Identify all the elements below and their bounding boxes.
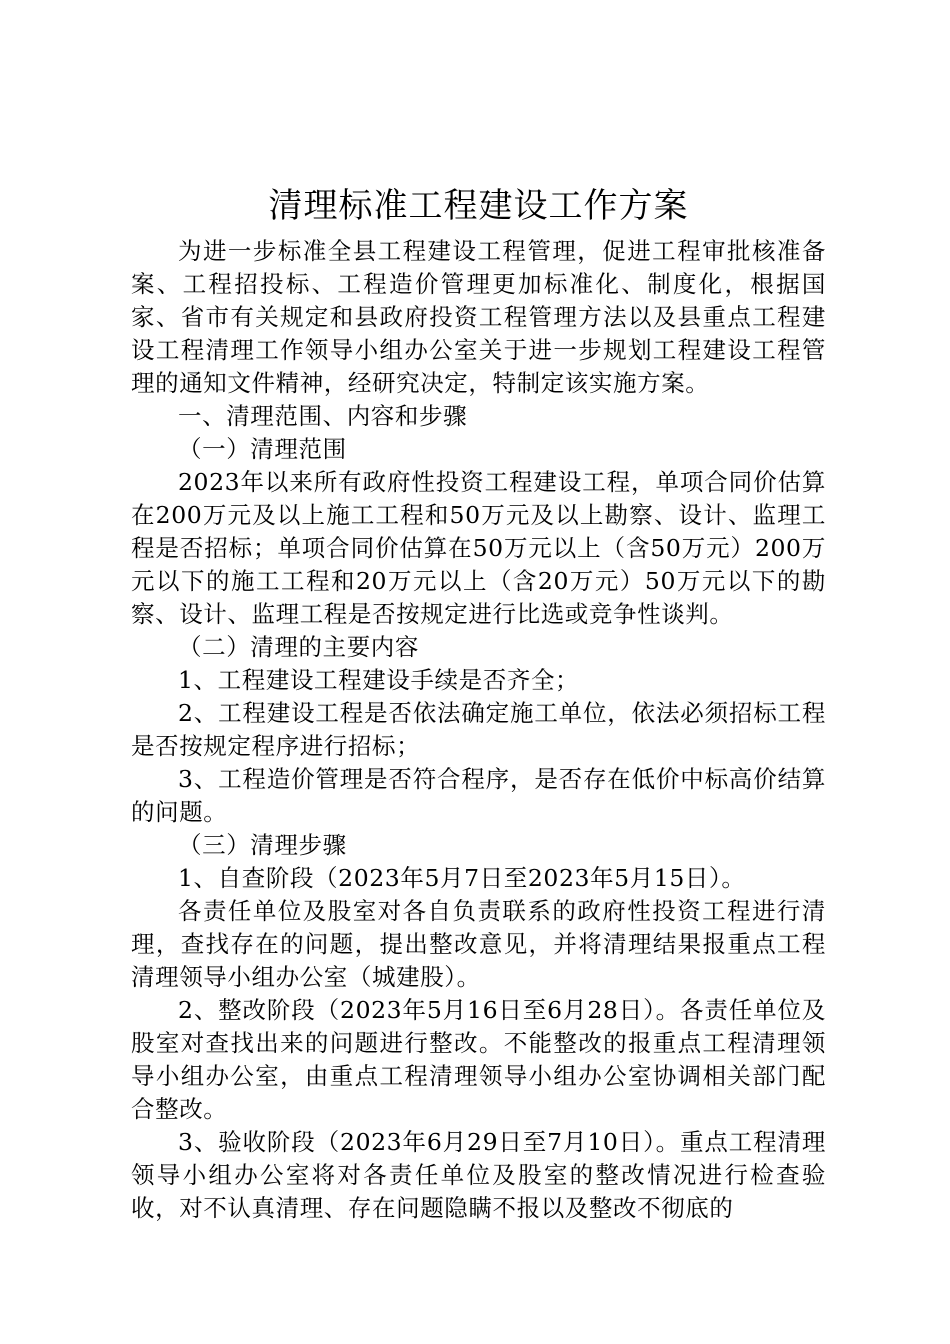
scope-paragraph: 2023年以来所有政府性投资工程建设工程，单项合同价估算在200万元及以上施工工程和50万元及以上勘察、设计、监理工程是否招标；单项合同价估算在50万元以上（含50万元）200万元以下的施工工程和20万元以上（含20万元）50万元以下的勘察、设计、监理工程是否按规定进行比选或竞争性谈判。 (131, 468, 826, 628)
step-3-paragraph: 3、验收阶段（2023年6月29日至7月10日）。重点工程清理领导小组办公室将对各责任单位及股室的整改情况进行检查验收，对不认真清理、存在问题隐瞒不报以及整改不彻底的 (131, 1128, 826, 1222)
step-2-paragraph: 2、整改阶段（2023年5月16日至6月28日）。各责任单位及股室对查找出来的问题进行整改。不能整改的报重点工程清理领导小组办公室，由重点工程清理领导小组办公室协调相关部门配合整改。 (131, 996, 826, 1123)
section-heading-1: 一、清理范围、内容和步骤 (178, 402, 468, 430)
intro-paragraph: 为进一步标准全县工程建设工程管理，促进工程审批核准备案、工程招投标、工程造价管理更加标准化、制度化，根据国家、省市有关规定和县政府投资工程管理方法以及县重点工程建设工程清理工作领导小组办公室关于进一步规划工程建设工程管理的通知文件精神，经研究决定，特制定该实施方案。 (131, 237, 826, 397)
subsection-heading-steps: （三）清理步骤 (178, 831, 347, 859)
step-1-paragraph: 各责任单位及股室对各自负责联系的政府性投资工程进行清理，查找存在的问题，提出整改意见，并将清理结果报重点工程清理领导小组办公室（城建股）。 (131, 897, 826, 991)
document-title: 清理标准工程建设工作方案 (268, 186, 689, 226)
content-item-3: 3、工程造价管理是否符合程序，是否存在低价中标高价结算的问题。 (131, 765, 826, 826)
step-1-heading: 1、自查阶段（2023年5月7日至2023年5月15日）。 (178, 864, 746, 892)
content-item-1: 1、工程建设工程建设手续是否齐全； (178, 666, 580, 694)
document-page (131, 183, 826, 1225)
subsection-heading-content: （二）清理的主要内容 (178, 633, 419, 661)
content-item-2: 2、工程建设工程是否依法确定施工单位，依法必须招标工程是否按规定程序进行招标； (131, 699, 826, 760)
subsection-heading-scope: （一）清理范围 (178, 435, 347, 463)
